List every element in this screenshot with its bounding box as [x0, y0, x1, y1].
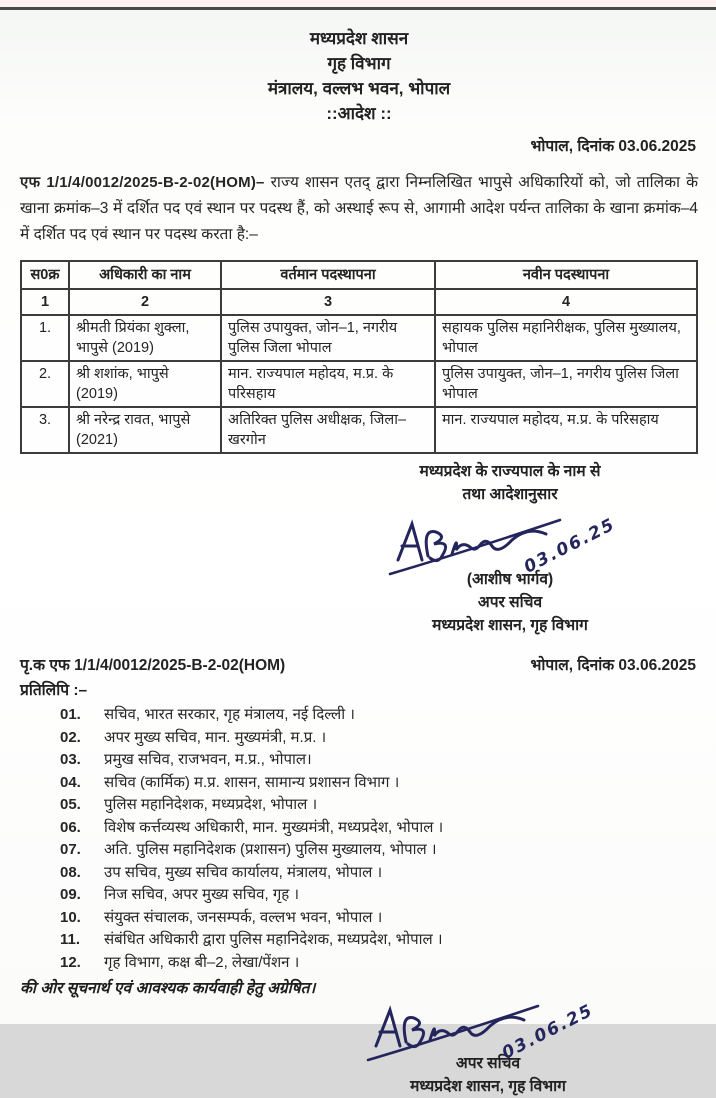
- list-item-number: 12.: [60, 953, 81, 971]
- table-header-row: [21, 261, 697, 289]
- list-item-text: पुलिस महानिदेशक, मध्यप्रदेश, भोपाल ।: [104, 796, 318, 813]
- list-item-text: विशेष कर्त्तव्यस्थ अधिकारी, मान. मुख्यमंत्री, मध्यप्रदेश, भोपाल ।: [104, 818, 444, 836]
- list-item-number: 01.: [60, 706, 81, 723]
- list-item-number: 05.: [60, 796, 81, 813]
- row2-current-posting: मान. राज्यपाल महोदय, म.प्र. के परिसहाय: [221, 361, 435, 407]
- row1-officer-name: श्रीमती प्रियंका शुक्ला, भापुसे (2019): [69, 315, 221, 361]
- department-name: गृह विभाग: [327, 54, 391, 73]
- row3-current-posting: अतिरिक्त पुलिस अधीक्षक, जिला–खरगोन: [221, 407, 435, 453]
- col-header-sno: स0क्र: [21, 261, 69, 289]
- col-number-3: 3: [221, 289, 435, 315]
- list-item: [20, 839, 698, 862]
- row3-new-posting: मान. राज्यपाल महोदय, म.प्र. के परिसहाय: [435, 407, 697, 453]
- row3-officer-name: श्री नरेन्द्र रावत, भापुसे (2021): [69, 407, 221, 453]
- order-paragraph-text: राज्य शासन एतद् द्वारा निम्नलिखित भापुसे अधिकारियों को, जो तालिका के खाना क्रमांक–3 में दर्शित पद एवं स्थान पर पदस्थ हैं, को अस्थाई रूप से, आगामी आदेश पर्यन्त तालिका के खाना क्रमांक–4 में दर्शित पद एवं स्थान पर पदस्थ करता है:–: [20, 174, 698, 243]
- table-row: [21, 407, 697, 453]
- row2-new-posting: पुलिस उपायुक्त, जोन–1, नगरीय पुलिस जिला भोपाल: [435, 361, 697, 407]
- col-header-current-posting: वर्तमान पदस्थापना: [221, 261, 435, 289]
- list-item-number: 10.: [60, 908, 81, 926]
- row2-officer-name: श्री शशांक, भापुसे (2019): [69, 361, 221, 407]
- list-item: [20, 727, 698, 750]
- list-item-number: 02.: [60, 728, 81, 746]
- government-name: मध्यप्रदेश शासन: [309, 29, 409, 48]
- scan-edge-strip: [0, 0, 716, 7]
- list-item-text: अति. पुलिस महानिदेशक (प्रशासन) पुलिस मुख्यालय, भोपाल ।: [104, 841, 437, 858]
- place-date-endorsement: भोपाल, दिनांक 03.06.2025: [530, 657, 696, 674]
- list-item-text: संयुक्त संचालक, जनसम्पर्क, वल्लभ भवन, भोपाल ।: [104, 908, 383, 926]
- list-item-text: निज सचिव, अपर मुख्य सचिव, गृह ।: [104, 886, 300, 903]
- col-number-1: 1: [21, 289, 69, 315]
- order-paragraph: [20, 170, 698, 248]
- list-item: [20, 794, 698, 817]
- list-item: [20, 772, 698, 795]
- signature-area-bottom: [302, 992, 674, 1062]
- list-item-text: अपर मुख्य सचिव, मान. मुख्यमंत्री, म.प्र. ।: [104, 728, 327, 746]
- endorsement-header: [20, 653, 698, 675]
- list-item-number: 11.: [60, 931, 81, 948]
- signature-block-top: [324, 460, 696, 637]
- signature-block-bottom: [302, 992, 674, 1098]
- row3-sno: 3.: [21, 407, 69, 453]
- signature-area-top: [324, 506, 696, 580]
- list-item-text: सचिव, भारत सरकार, गृह मंत्रालय, नई दिल्ली ।: [104, 706, 355, 723]
- letterhead: [20, 26, 698, 126]
- place-date-top: भोपाल, दिनांक 03.06.2025: [530, 138, 696, 155]
- copy-to-label: प्रतिलिपि :–: [20, 682, 88, 699]
- list-item-text: गृह विभाग, कक्ष बी–2, लेखा/पेंशन ।: [104, 953, 300, 971]
- order-title: ::आदेश ::: [326, 104, 392, 123]
- list-item: [20, 952, 698, 975]
- document-body: [0, 10, 716, 1098]
- order-reference-number: एफ 1/1/4/0012/2025-B-2-02(HOM)–: [20, 174, 265, 191]
- list-item: [20, 907, 698, 930]
- list-item: [20, 704, 698, 727]
- row1-sno: 1.: [21, 315, 69, 361]
- table-colnum-row: [21, 289, 697, 315]
- by-order-line-2: तथा आदेशानुसार: [462, 486, 558, 503]
- row1-current-posting: पुलिस उपायुक्त, जोन–1, नगरीय पुलिस जिला भोपाल: [221, 315, 435, 361]
- row2-sno: 2.: [21, 361, 69, 407]
- copy-list: [20, 704, 698, 974]
- transfer-table: [20, 260, 698, 454]
- list-item-number: 04.: [60, 773, 81, 791]
- signatory-designation-bottom: अपर सचिव: [455, 1055, 521, 1072]
- signatory-department-bottom: मध्यप्रदेश शासन, गृह विभाग: [410, 1078, 566, 1095]
- signatory-designation-top: अपर सचिव: [477, 594, 543, 611]
- col-number-4: 4: [435, 289, 697, 315]
- col-header-officer-name: अधिकारी का नाम: [69, 261, 221, 289]
- list-item: [20, 929, 698, 952]
- row1-new-posting: सहायक पुलिस महानिरीक्षक, पुलिस मुख्यालय, भोपाल: [435, 315, 697, 361]
- by-order-line-1: मध्यप्रदेश के राज्यपाल के नाम से: [419, 463, 601, 480]
- list-item-number: 09.: [60, 886, 81, 903]
- list-item-text: सचिव (कार्मिक) म.प्र. शासन, सामान्य प्रशासन विभाग ।: [104, 773, 400, 791]
- signatory-department-top: मध्यप्रदेश शासन, गृह विभाग: [432, 617, 588, 634]
- handwritten-date-bottom: 03.06.25: [498, 1000, 597, 1064]
- list-item: [20, 749, 698, 772]
- list-item-number: 03.: [60, 751, 81, 768]
- list-item-text: उप सचिव, मुख्य सचिव कार्यालय, मंत्रालय, भोपाल ।: [104, 863, 383, 881]
- table-row: [21, 361, 697, 407]
- table-row: [21, 315, 697, 361]
- list-item: [20, 884, 698, 907]
- list-item-text: संबंधित अधिकारी द्वारा पुलिस महानिदेशक, मध्यप्रदेश, भोपाल ।: [104, 931, 443, 948]
- list-item-number: 08.: [60, 863, 81, 881]
- handwritten-date-top: 03.06.25: [520, 514, 619, 578]
- list-item: [20, 817, 698, 840]
- list-item-number: 07.: [60, 841, 81, 858]
- col-number-2: 2: [69, 289, 221, 315]
- signatory-name: (आशीष भार्गव): [466, 571, 554, 588]
- forwarding-note: की ओर सूचनार्थ एवं आवश्यक कार्यवाही हेतु अग्रेषित।: [20, 980, 316, 997]
- endorsement-reference-number: पृ.क एफ 1/1/4/0012/2025-B-2-02(HOM): [20, 657, 286, 674]
- col-header-new-posting: नवीन पदस्थापना: [435, 261, 697, 289]
- list-item-number: 06.: [60, 818, 81, 836]
- list-item: [20, 862, 698, 885]
- office-address: मंत्रालय, वल्लभ भवन, भोपाल: [267, 79, 451, 98]
- list-item-text: प्रमुख सचिव, राजभवन, म.प्र., भोपाल।: [104, 751, 312, 768]
